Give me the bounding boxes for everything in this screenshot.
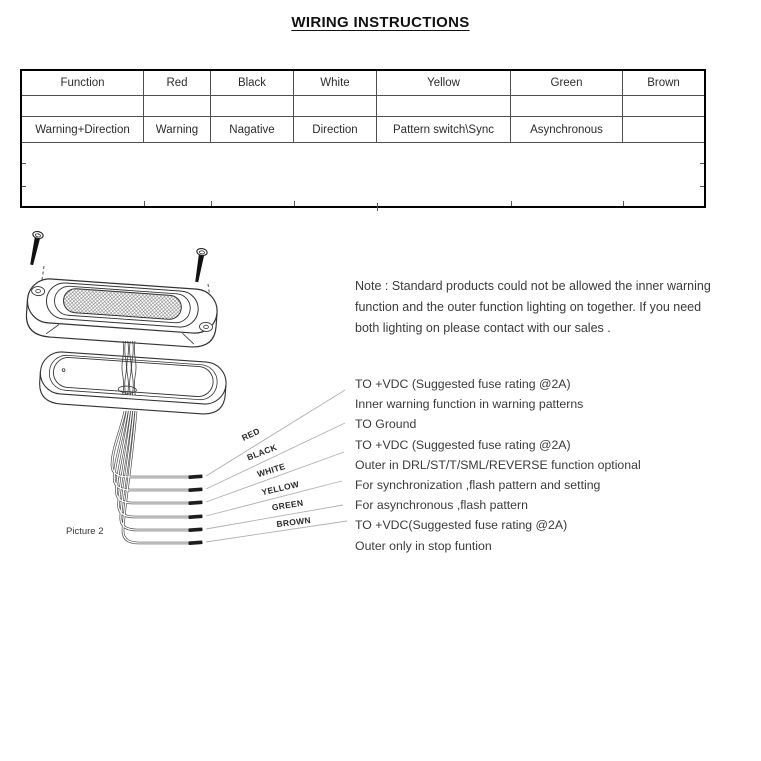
exploded-lamp-diagram	[0, 225, 380, 575]
description-line: For synchronization ,flash pattern and setting	[355, 478, 601, 493]
table-empty-cell	[211, 96, 294, 117]
wiring-table	[20, 69, 706, 208]
table-header-white: White	[294, 71, 377, 96]
border-remnant-tick	[623, 201, 624, 206]
note-line: function and the outer function lighting on together. If you need	[355, 300, 702, 314]
table-cell-green-value: Asynchronous	[511, 117, 623, 143]
table-header-black: Black	[211, 71, 294, 96]
wire-harness-drawing	[112, 411, 203, 545]
table-empty-cell	[294, 96, 377, 117]
note-line: both lighting on please contact with our sales .	[355, 321, 611, 335]
border-remnant-tick	[700, 186, 704, 187]
table-empty-cell	[511, 96, 623, 117]
table-empty-cell	[623, 96, 704, 117]
wire-label-green: GREEN	[271, 497, 304, 513]
description-line: Outer only in stop funtion	[355, 538, 492, 553]
table-empty-cell	[22, 96, 144, 117]
table-cell-red-value: Warning	[144, 117, 211, 143]
note-text	[355, 276, 727, 339]
table-cell-function-value: Warning+Direction	[22, 117, 144, 143]
table-header-brown: Brown	[623, 71, 704, 96]
lamp-housing-drawing	[25, 277, 219, 348]
wire-label-red: RED	[240, 425, 262, 443]
border-remnant-tick	[22, 186, 26, 187]
border-remnant-tick	[377, 203, 378, 211]
description-line: Inner warning function in warning patterns	[355, 397, 584, 412]
table-empty-bottom-row	[22, 143, 704, 206]
table-header-yellow: Yellow	[377, 71, 511, 96]
wire-descriptions	[355, 374, 745, 556]
description-line: TO +VDC (Suggested fuse rating @2A)	[355, 377, 571, 391]
table-empty-cell	[377, 96, 511, 117]
picture-caption: Picture 2	[66, 526, 104, 537]
description-line: TO Ground	[355, 417, 417, 432]
wire-label-black: BLACK	[245, 441, 279, 463]
description-line: Outer in DRL/ST/T/SML/REVERSE function optional	[355, 457, 641, 472]
wire-tip	[188, 474, 202, 545]
page-title: WIRING INSTRUCTIONS	[291, 14, 470, 31]
wire-label-yellow: YELLOW	[260, 478, 301, 498]
table-header-function: Function	[22, 71, 144, 96]
border-remnant-tick	[511, 201, 512, 206]
description-line: TO +VDC(Suggested fuse rating @2A)	[355, 518, 568, 533]
border-remnant-tick	[211, 201, 212, 206]
table-cell-white-value: Direction	[294, 117, 377, 143]
table-cell-black-value: Nagative	[211, 117, 294, 143]
border-remnant-tick	[144, 201, 145, 206]
table-header-red: Red	[144, 71, 211, 96]
description-line: TO +VDC (Suggested fuse rating @2A)	[355, 437, 571, 452]
table-cell-brown-value	[623, 117, 704, 143]
wire-label-white: WHITE	[255, 461, 287, 480]
border-remnant-tick	[700, 163, 704, 164]
table-empty-cell	[144, 96, 211, 117]
note-line: Note : Standard products could not be allowed the inner warning	[355, 279, 711, 293]
wire-label-brown: BROWN	[275, 514, 312, 530]
border-remnant-tick	[294, 201, 295, 206]
table-header-green: Green	[511, 71, 623, 96]
description-line: For asynchronous ,flash pattern	[355, 498, 528, 513]
screw-icon	[27, 231, 44, 287]
table-cell-yellow-value: Pattern switch\Sync	[377, 117, 511, 143]
border-remnant-tick	[22, 163, 26, 164]
